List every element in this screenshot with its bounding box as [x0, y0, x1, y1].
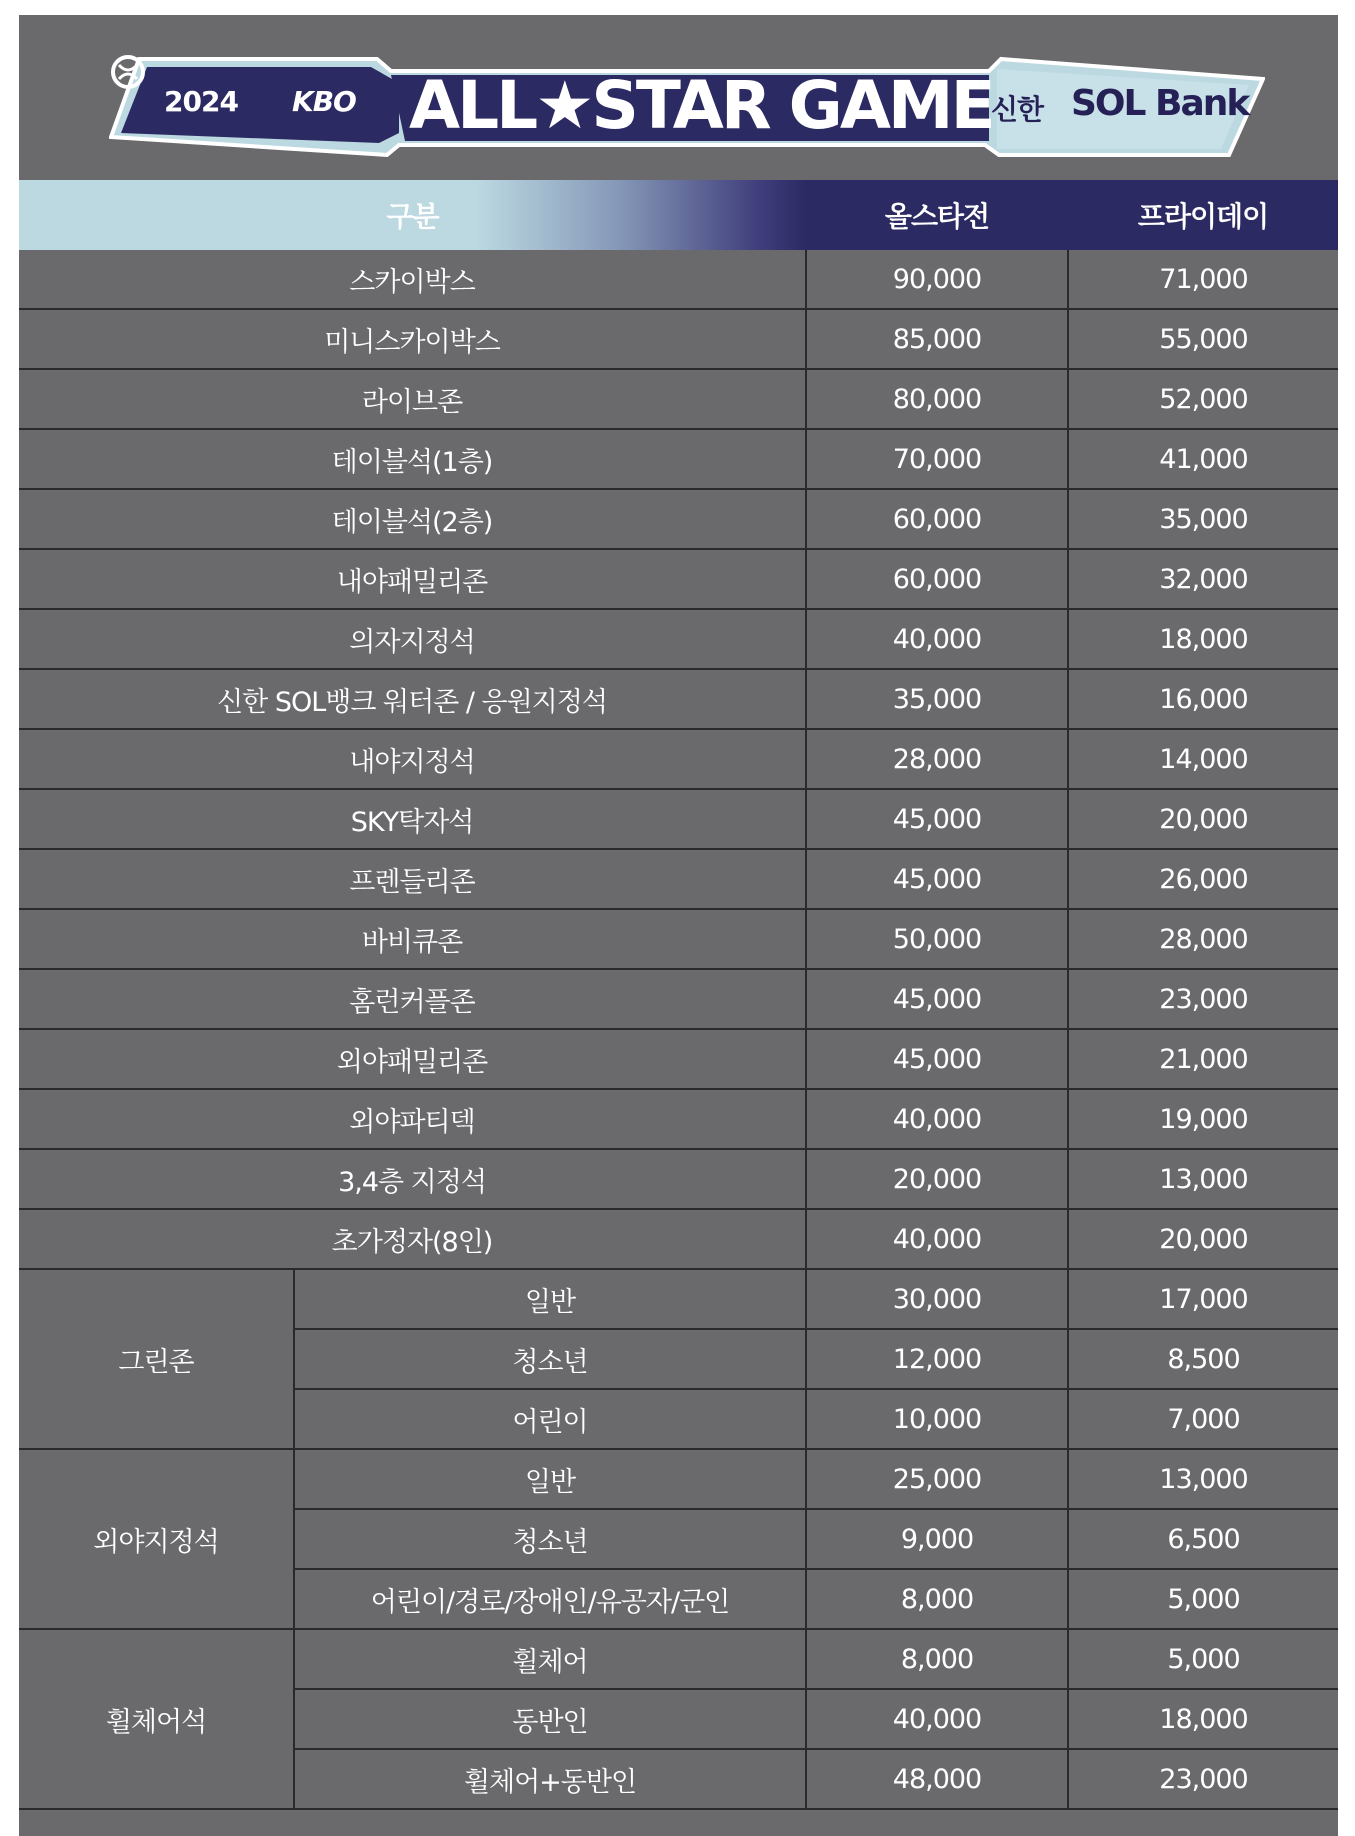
- table-row: [19, 969, 1338, 1029]
- seat-name: 라이브존: [19, 369, 806, 429]
- price-allstar: 40,000: [806, 1209, 1068, 1269]
- header-friday: 프라이데이: [1068, 180, 1338, 250]
- seat-name: 내야지정석: [19, 729, 806, 789]
- seat-subtype: 청소년: [294, 1509, 806, 1569]
- price-friday: 23,000: [1068, 1749, 1338, 1809]
- price-friday: 32,000: [1068, 549, 1338, 609]
- price-allstar: 45,000: [806, 969, 1068, 1029]
- price-friday: 16,000: [1068, 669, 1338, 729]
- seat-name: 홈런커플존: [19, 969, 806, 1029]
- price-allstar: 45,000: [806, 1029, 1068, 1089]
- price-allstar: 12,000: [806, 1329, 1068, 1389]
- table-row: [19, 489, 1338, 549]
- table-row: [19, 369, 1338, 429]
- price-friday: 20,000: [1068, 789, 1338, 849]
- price-friday: 52,000: [1068, 369, 1338, 429]
- price-allstar: 48,000: [806, 1749, 1068, 1809]
- table-row: [19, 1449, 1338, 1509]
- seat-name: 초가정자(8인): [19, 1209, 806, 1269]
- price-allstar: 8,000: [806, 1569, 1068, 1629]
- price-friday: 71,000: [1068, 250, 1338, 309]
- table-row: [19, 669, 1338, 729]
- seat-group-name: 휠체어석: [19, 1629, 294, 1809]
- price-allstar: 40,000: [806, 609, 1068, 669]
- seat-name: 프렌들리존: [19, 849, 806, 909]
- table-header-row: [19, 180, 1338, 250]
- seat-name: 의자지정석: [19, 609, 806, 669]
- seat-name: 미니스카이박스: [19, 309, 806, 369]
- price-allstar: 45,000: [806, 789, 1068, 849]
- seat-name: 테이블석(2층): [19, 489, 806, 549]
- table-row: [19, 309, 1338, 369]
- price-friday: 13,000: [1068, 1149, 1338, 1209]
- price-allstar: 28,000: [806, 729, 1068, 789]
- price-allstar: 85,000: [806, 309, 1068, 369]
- price-allstar: 40,000: [806, 1089, 1068, 1149]
- price-allstar: 70,000: [806, 429, 1068, 489]
- seat-name: 스카이박스: [19, 250, 806, 309]
- price-friday: 19,000: [1068, 1089, 1338, 1149]
- kbo-logo-icon: [109, 53, 147, 91]
- price-allstar: 10,000: [806, 1389, 1068, 1449]
- seat-group-name: 그린존: [19, 1269, 294, 1449]
- table-row: [19, 429, 1338, 489]
- price-allstar: 40,000: [806, 1689, 1068, 1749]
- price-allstar: 8,000: [806, 1629, 1068, 1689]
- seat-name: 외야파티덱: [19, 1089, 806, 1149]
- seat-subtype: 청소년: [294, 1329, 806, 1389]
- table-row: [19, 549, 1338, 609]
- seat-subtype: 어린이/경로/장애인/유공자/군인: [294, 1569, 806, 1629]
- price-friday: 41,000: [1068, 429, 1338, 489]
- table-body: [19, 250, 1338, 1809]
- banner-league: KBO: [292, 85, 356, 118]
- price-friday: 8,500: [1068, 1329, 1338, 1389]
- price-allstar: 30,000: [806, 1269, 1068, 1329]
- banner-year: 2024: [164, 85, 238, 118]
- price-friday: 6,500: [1068, 1509, 1338, 1569]
- price-friday: 7,000: [1068, 1389, 1338, 1449]
- price-allstar: 25,000: [806, 1449, 1068, 1509]
- price-friday: 35,000: [1068, 489, 1338, 549]
- table-row: [19, 1269, 1338, 1329]
- price-friday: 13,000: [1068, 1449, 1338, 1509]
- table-row: [19, 909, 1338, 969]
- header-allstar: 올스타전: [806, 180, 1068, 250]
- table-row: [19, 789, 1338, 849]
- seat-subtype: 휠체어: [294, 1629, 806, 1689]
- price-allstar: 50,000: [806, 909, 1068, 969]
- ticket-price-table: [19, 180, 1338, 1810]
- price-allstar: 60,000: [806, 549, 1068, 609]
- table-row: [19, 1149, 1338, 1209]
- price-friday: 5,000: [1068, 1569, 1338, 1629]
- banner-title: ALL★STAR GAME: [409, 67, 993, 144]
- price-allstar: 90,000: [806, 250, 1068, 309]
- banner-left-tab: [121, 67, 399, 143]
- seat-subtype: 일반: [294, 1449, 806, 1509]
- price-friday: 28,000: [1068, 909, 1338, 969]
- price-friday: 5,000: [1068, 1629, 1338, 1689]
- price-friday: 23,000: [1068, 969, 1338, 1029]
- price-friday: 26,000: [1068, 849, 1338, 909]
- price-allstar: 80,000: [806, 369, 1068, 429]
- seat-name: 내야패밀리존: [19, 549, 806, 609]
- seat-name: 바비큐존: [19, 909, 806, 969]
- seat-name: 테이블석(1층): [19, 429, 806, 489]
- price-allstar: 35,000: [806, 669, 1068, 729]
- price-friday: 18,000: [1068, 1689, 1338, 1749]
- sponsor-korean: 신한: [991, 93, 1044, 126]
- seat-subtype: 휠체어+동반인: [294, 1749, 806, 1809]
- table-row: [19, 849, 1338, 909]
- seat-name: SKY탁자석: [19, 789, 806, 849]
- sponsor-brand: SOL Bank: [1071, 83, 1249, 124]
- price-allstar: 20,000: [806, 1149, 1068, 1209]
- price-allstar: 60,000: [806, 489, 1068, 549]
- price-friday: 18,000: [1068, 609, 1338, 669]
- seat-subtype: 어린이: [294, 1389, 806, 1449]
- price-friday: 20,000: [1068, 1209, 1338, 1269]
- table-row: [19, 729, 1338, 789]
- seat-name: 외야패밀리존: [19, 1029, 806, 1089]
- seat-subtype: 일반: [294, 1269, 806, 1329]
- price-friday: 17,000: [1068, 1269, 1338, 1329]
- seat-subtype: 동반인: [294, 1689, 806, 1749]
- price-friday: 14,000: [1068, 729, 1338, 789]
- table-row: [19, 1629, 1338, 1689]
- table-row: [19, 1089, 1338, 1149]
- seat-group-name: 외야지정석: [19, 1449, 294, 1629]
- table-row: [19, 1209, 1338, 1269]
- price-panel: [19, 15, 1338, 1836]
- table-row: [19, 250, 1338, 309]
- all-star-game-banner: [109, 53, 1265, 163]
- price-friday: 21,000: [1068, 1029, 1338, 1089]
- table-row: [19, 1029, 1338, 1089]
- seat-name: 3,4층 지정석: [19, 1149, 806, 1209]
- price-friday: 55,000: [1068, 309, 1338, 369]
- price-allstar: 9,000: [806, 1509, 1068, 1569]
- seat-name: 신한 SOL뱅크 워터존 / 응원지정석: [19, 669, 806, 729]
- table-row: [19, 609, 1338, 669]
- price-allstar: 45,000: [806, 849, 1068, 909]
- header-category: 구분: [19, 180, 806, 250]
